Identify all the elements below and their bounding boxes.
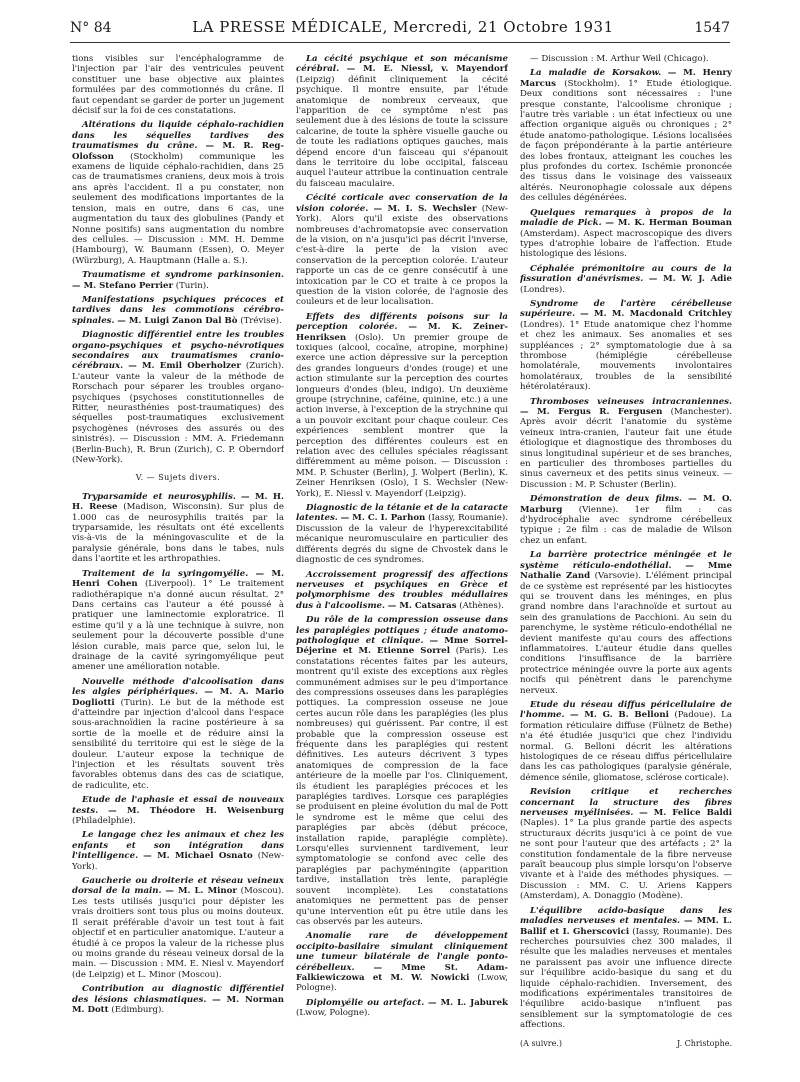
- page-header: [70, 18, 730, 40]
- header-rule: [70, 42, 730, 43]
- abstract-author: — M. R. Reg-Olofsson: [72, 141, 284, 162]
- abstract-title: Manifestations psychiques précoces et tardives dans les commotions cérébro-spinales.: [72, 294, 284, 326]
- abstract-author: — M. M. Macdonald Critchley: [580, 309, 732, 320]
- abstract-paragraph: [520, 787, 732, 901]
- abstract-text: (Varsovie). L'élément principal de ce système est représenté par les histiocytes qui se trouvent dans les méninges, en plus grand nombre dans l'arachnoïde et surtout au sein des granulations de Pacchioni. Au sein du parenchyme, le système réticulo-endothélial ne devient manifeste qu'au cours des affections inflammatoires. L'auteur étudie dans quelles conditions l'insuffisance de la barrière protectrice méningée ouvre la porte aux agents nocifs qui pénètrent dans le parenchyme nerveux.: [520, 571, 732, 696]
- abstract-paragraph: [72, 569, 284, 673]
- abstract-title: Nouvelle méthode d'alcoolisation dans les algies périphériques.: [72, 676, 284, 698]
- abstract-text: (Iassy, Roumanie). Des recherches poursuivies chez 300 malades, il résulte que les maladies nerveuses et mentales ne paraissent pas avoir une influence directe sur l'équilibre acido-basique du sang et du liquide céphalo-rachidien. Inversement, des modifications expérimentales transitoires de l'équilibre acido-basique n'influent pas sensiblement sur la symptomatologie de ces affections.: [520, 926, 732, 1031]
- abstract-paragraph: [72, 795, 284, 826]
- abstract-text: (Londres). 1° Etude anatomique chez l'homme et chez les animaux. Ses anomalies et ses suppléances ; 2° symptomatologie due à sa thrombose (hémiplégie cérébelleuse homolatérale, mouvements involontaires homolatéraux, troubles de la sensibilité hétérolatéraux).: [520, 319, 732, 393]
- abstract-title: Diplomyélie ou artefact.: [306, 997, 425, 1008]
- abstract-text: (New-York). Alors qu'il existe des observations nombreuses d'achromatopsie avec conservation de la vision, on n'a jusqu'ici pas décrit l'inverse, c'est-à-dire la perte de la vision avec conservation de la perception colorée. L'auteur rapporte un cas de ce genre consécutif à une intoxication par le CO et traite à ce propos la question de la vision colorée, de l'agnosie des couleurs et de leur localisation.: [296, 203, 508, 308]
- abstract-text: (Edimburg).: [108, 1004, 165, 1015]
- to-be-continued: (A suivre.): [520, 1038, 562, 1048]
- abstract-title: Contribution au diagnostic différentiel des lésions chiasmatiques.: [72, 984, 284, 1005]
- abstract-author: — M. O. Marburg: [520, 494, 732, 515]
- abstract-author: — M. Norman M. Dott: [72, 994, 284, 1015]
- abstract-title: Traitement de la syringomyélie.: [82, 568, 249, 579]
- abstract-text: (Lwow, Pologne).: [296, 972, 508, 994]
- column-2: [296, 54, 508, 1064]
- abstract-paragraph: [72, 876, 284, 980]
- abstract-author: — M. Emil Oberholzer: [128, 361, 241, 372]
- abstract-title: Cécité corticale avec conservation de la vision colorée.: [296, 193, 508, 214]
- abstract-author: — Mme Nathalie Zand: [520, 560, 732, 582]
- abstract-paragraph: [296, 54, 508, 189]
- abstract-paragraph: [520, 208, 732, 260]
- section-heading: V. — Sujets divers.: [135, 473, 221, 483]
- abstract-text: (Philadelphie).: [72, 816, 136, 827]
- abstract-text: (Vienne). 1er film : cas d'hydrocéphalie avec syndrome cérébelleux typique ; 2e film : cas de maladie de Wilson chez un enfant.: [520, 504, 732, 546]
- abstract-text: (Stockholm) communique les examens de liquide céphalo-rachidien, dans 25 cas de traumatismes craniens, deux mois à trois ans après l'accident. Il a pu constater, non seulement des modifications importantes de la tension, mais en outre, dans 6 cas, une augmentation du taux des globulines (Pandy et Nonne positifs) sans augmentation du nombre des cellules. — Discussion : MM. H. Demme (Hambourg), W. Baumann (Essen), O. Meyer (Würzburg), A. Hauptmann (Halle a. S.).: [72, 151, 284, 266]
- abstract-title: L'équilibre acido-basique dans les maladies nerveuses et mentales.: [520, 905, 732, 927]
- abstract-paragraph: [72, 830, 284, 872]
- abstract-text: (Oslo). Un premier groupe de toxiques (alcool, cocaïne, atropine, morphine) exerce une action dépressive sur la perception des grandes longueurs d'ondes (rouge) et une action stimulante sur la perception des courtes longueurs d'ondes (bleu, indigo). Un deuxième groupe (strychnine, caféine, quinine, etc.) a une action inverse, à l'exception de la strychnine qui a un pouvoir excitant pour chaque couleur. Ces expériences semblent montrer que la perception des différentes couleurs est en relation avec des cellules spéciales réagissant différemment au même poison. — Discussion : MM. P. Schuster (Berlin), J. Wolpert (Berlin), K. Zeiner Henriksen (Oslo), I S. Wechsler (New-York), E. Niessl v. Mayendorf (Leipzig).: [296, 332, 508, 499]
- abstract-author: — M. Luigi Zanon Dal Bò: [117, 315, 238, 326]
- abstract-author: — M. E. Niessl, v. Mayendorf: [346, 64, 508, 75]
- abstract-title: Accroissement progressif des affections nerveuses et psychiques en Grèce et polymorphisme des troubles médullaires dus à l'alcoolisme.: [296, 569, 508, 611]
- abstract-paragraph: [296, 998, 508, 1019]
- abstract-paragraph: [72, 492, 284, 565]
- abstract-text: (Zurich). L'auteur vante la valeur de la méthode de Rorschach pour séparer les troubles organo-psychiques (psychoses constitutionnelles de Ritter, neurasthénies post-traumatiques) des séquelles post-traumatiques exclusivement psychogènes (névroses des assurés ou des sinistrés). — Discussion : MM. A. Friedemann (Berlin-Buch), R. Brun (Zurich), C. P. Oberndorf (New-York).: [72, 361, 284, 466]
- abstract-title: La cécité psychique et son mécanisme cérébral.: [296, 54, 508, 75]
- abstract-author: — M. Henri Cohen: [72, 568, 284, 590]
- abstract-author: — M. Stefano Perrier: [72, 280, 173, 291]
- abstract-paragraph: [72, 295, 284, 326]
- abstract-paragraph: [520, 494, 732, 546]
- abstract-paragraph: [520, 299, 732, 393]
- abstract-author: — M. K. Zeiner-Henriksen: [296, 322, 508, 343]
- abstract-author: — M. Fergus R. Fergusen: [520, 407, 663, 417]
- abstract-author: — M. Felice Baldi: [639, 808, 732, 819]
- abstract-title: Revision critique et recherches concernant la structure des fibres nerveuses myélinisées.: [520, 787, 732, 819]
- abstract-title: Traumatisme et syndrome parkinsonien.: [82, 270, 284, 281]
- abstract-author: — M. H. H. Reese: [72, 491, 284, 513]
- abstract-title: Syndrome de l'artère cérébelleuse supérieure.: [520, 298, 732, 320]
- abstract-text: (Liverpool). 1° Le traitement radiothérapique n'a donné aucun résultat. 2° Dans certains cas l'auteur a été poussé à pratiquer une laminectomie exploratrice. Il estime qu'il y a là une technique à suivre, non seulement pour la découverte possible d'une lésion curable, mais parce que, selon lui, le drainage de la cavité syringomyélique peut amener une amélioration notable.: [72, 579, 284, 673]
- abstract-text: (Amsterdam). Aspect macroscopique des divers types d'atrophie lobaire de l'affection. Etude histologique des lésions.: [520, 228, 732, 260]
- abstract-paragraph: [72, 677, 284, 791]
- abstract-text: (Paris). Les constatations récentes faites par les auteurs, montrent qu'il existe des exceptions aux règles communément admises sur le peu d'importance des compressions osseuses dans les paraplégies pottiques. La compression osseuse ne joue certes aucun rôle dans les paraplégies (les plus nombreuses) qui guérissent. Par contre, il est probable que la compression osseuse est fréquente dans les paraplégies qui restent définitives. Les auteurs décrivent 3 types anatomiques de compression de la face antérieure de la moelle par l'os. Cliniquement, ils étudient les paraplégies précoces et les paraplégies tardives. Lorsque ces paraplégies se produisent en pleine évolution du mal de Pott le syndrome est le même que celui des paraplégies par abcès (début précoce, installation rapide, paraplégie complète). Lorsqu'elles surviennent tardivement, leur symptomatologie se confond avec celle des paraplégies par pachyméningite (apparition tardive, installation très lente, paraplégie souvent incomplète). Les constatations anatomiques ne permettent pas de penser qu'une intervention eût pu être utile dans les cas observés par les auteurs.: [296, 646, 508, 927]
- abstract-text: (Londres).: [520, 284, 565, 295]
- abstract-text: (Trévise).: [237, 315, 282, 326]
- abstract-paragraph: [296, 193, 508, 307]
- abstract-author: — M. Henry Marcus: [520, 68, 732, 89]
- abstract-text: (Manchester). Après avoir décrit l'anatomie du système veineux intra-cranien, l'auteur fait une étude étiologique et diagnostique des thromboses du sinus longitudinal supérieur et de ses branches, en particulier des thromboses partielles du sinus caverneux et des petits sinus veineux. — Discussion : M. P. Schuster (Berlin).: [520, 407, 732, 490]
- abstract-text: tions visibles sur l'encéphalogramme de l'injection par l'air des ventricules peuvent constituer une base objective aux plaintes formulées par des commotionnés du crâne. Il faut cependant se garder de porter un jugement décisif sur la foi de ces constatations.: [72, 54, 284, 117]
- abstract-text: (Padoue). La formation réticulaire diffuse (Fülnetz de Bethe) n'a été étudiée jusqu'ici que chez l'individu normal. G. Belloni décrit les altérations histologiques de ce réseau diffus péricellulaire dans les cas pathologiques (paralysie générale, démence sénile, gliomatose, sclérose corticale).: [520, 710, 732, 783]
- abstract-title: Etude du réseau diffus péricellulaire de l'homme.: [520, 699, 732, 721]
- signature: J. Christophe.: [676, 1038, 732, 1048]
- abstract-author: — M. G. B. Belloni: [570, 710, 669, 721]
- abstract-title: Diagnostic de la tétanie et de la cataracte latentes.: [296, 503, 508, 524]
- abstract-paragraph: [72, 984, 284, 1015]
- abstract-author: — M. L. Minor: [165, 886, 237, 897]
- abstract-author: — Mme Sorrel-Déjerine et M. Etienne Sorrel: [296, 635, 508, 657]
- abstract-author: — MM. L. Ballif et I. Gherscovici: [520, 916, 732, 937]
- abstract-title: Altérations du liquide céphalo-rachidien dans les séquelles tardives des traumatismes du crâne.: [72, 120, 284, 152]
- abstract-paragraph: [296, 312, 508, 499]
- abstract-text: (Iassy, Roumanie). Discussion de la valeur de l'hyperexcitabilité mécanique neuromusculaire en particulier des différents degrés du signe de Chvostek dans le diagnostic de ces syndromes.: [296, 513, 508, 566]
- abstract-paragraph: [520, 68, 732, 203]
- abstract-title: Du rôle de la compression osseuse dans les paraplégies pottiques ; étude anatomo-pathologique et clinique.: [296, 615, 508, 646]
- abstract-text: (Stockholm). 1° Etude étiologique. Deux conditions sont nécessaires : l'une presque constante, l'alcoolisme chronique ; l'autre très variable : un état infectieux ou une affection organique aiguës ou chroniques ; 2° étude anatomo-pathologique. Lésions localisées de façon prépondérante à la partie antérieure des lobes frontaux, atteignant les couches les plus profondes du cortex. Ischémie prononcée des tissus dans le voisinage des vaisseaux altérés. Neuronophagie colossale aux dépens des cellules dégénérées.: [520, 78, 732, 204]
- abstract-paragraph: [520, 54, 732, 64]
- abstract-paragraph: [72, 120, 284, 266]
- abstract-paragraph: [72, 330, 284, 465]
- abstract-title: Le langage chez les animaux et chez les enfants et son intégration dans l'intelligence.: [72, 830, 284, 862]
- abstract-title: Gaucherie ou droiterie et réseau veineux dorsal de la main.: [72, 876, 284, 897]
- abstract-paragraph: [520, 700, 732, 783]
- footer-signature-row: [520, 1039, 732, 1049]
- abstract-paragraph: [520, 397, 732, 491]
- abstract-paragraph: [72, 54, 284, 116]
- abstract-title: Quelques remarques à propos de la maladie de Pick.: [520, 207, 732, 229]
- abstract-author: — M. W. J. Adie: [648, 274, 732, 285]
- abstract-paragraph: [520, 906, 732, 1031]
- abstract-author: — M. C. I. Parhon: [340, 513, 426, 524]
- abstract-title: La maladie de Korsakow.: [530, 68, 662, 79]
- abstract-author: — M. Théodore H. Weisenburg: [108, 805, 284, 816]
- abstract-title: Effets des différents poisons sur la perception colorée.: [296, 311, 508, 333]
- page-number: 1547: [694, 20, 730, 36]
- abstract-text: (Turin).: [172, 280, 209, 291]
- abstract-title: Céphalée prémonitoire au cours de la fissuration d'anévrismes.: [520, 263, 732, 285]
- abstract-text: (Naples). 1° La plus grande partie des aspects structuraux décrits jusqu'ici à ce point de vue ne sont pour l'auteur que des artéfacts ; 2° la constitution fondamentale de la fibre nerveuse paraît beaucoup plus simple lorsqu'on l'observe vivante et à l'aide des méthodes physiques. — Discussion : MM. C. U. Ariens Kappers (Amsterdam), A. Donaggio (Modène).: [520, 818, 732, 902]
- abstract-title: Etude de l'aphasie et essai de nouveaux tests.: [72, 795, 284, 816]
- journal-title: LA PRESSE MÉDICALE, Mercredi, 21 Octobre 1931: [192, 18, 614, 36]
- abstract-title: Tryparsamide et neurosyphilis.: [82, 491, 236, 502]
- abstract-title: Anomalie rare de développement occipito-basilaire simulant cliniquement une tumeur bilatérale de l'angle ponto-cérébelleux.: [296, 931, 508, 973]
- abstract-title: Thromboses veineuses intracraniennes.: [530, 396, 732, 407]
- abstract-text: (Moscou). Les tests utilisés jusqu'ici pour dépister les vrais droitiers sont tous plus ou moins douteux. Il serait préférable d'avoir un test tout à fait objectif et en particulier anatomique. L'auteur a étudié à ce propos la valeur de la richesse plus ou moins grande du réseau veineux dorsal de la main. — Discussion : MM. E. Niesl v. Mayendorf (de Leipzig) et L. Minor (Moscou).: [72, 886, 284, 980]
- abstract-text: (Leipzig) définit cliniquement la cécité psychique. Il montre ensuite, par l'étude anatomique de nombreux cerveaux, que l'apparition de ce symptôme n'est pas seulement due à des lésions de toute la scissure calcarine, de toute la sphère visuelle gauche ou de toute les radiations optiques gauches, mais dépend encore d'un faisceau qui s'épanouit dans le territoire du lobe occipital, faisceau auquel l'auteur attribue la continuation centrale du faisceau maculaire.: [296, 74, 508, 189]
- abstract-paragraph: [296, 931, 508, 993]
- abstract-author: — M. K. Herman Bouman: [605, 218, 732, 229]
- abstract-title: Démonstration de deux films.: [530, 494, 683, 505]
- abstract-paragraph: [296, 570, 508, 612]
- abstract-text: (Turin). Le but de la méthode est d'atteindre par injection d'alcool dans l'espace sous-arachnoïdien la racine postérieure à sa sortie de la moelle et de réduire ainsi la sensibilité du territoire qui est le siège de la douleur. L'auteur expose la technique de l'injection et les résultats souvent très favorables obtenus dans des cas de sciatique, de radiculite, etc.: [72, 697, 284, 791]
- abstract-paragraph: [296, 615, 508, 927]
- abstract-author: — M. I. S. Wechsler: [373, 203, 477, 214]
- article-columns: [72, 54, 732, 1064]
- abstract-author: — Mme St. Adam-Falkiewiczowa et M. W. Nowicki: [296, 962, 508, 983]
- abstract-title: La barrière protectrice méningée et le système réticulo-endothélial.: [520, 550, 732, 571]
- column-1: [72, 54, 284, 1064]
- abstract-text: (New-York).: [72, 851, 284, 872]
- abstract-paragraph: [520, 264, 732, 295]
- abstract-author: — M. Catsaras: [387, 600, 457, 611]
- issue-number: N° 84: [70, 20, 112, 36]
- abstract-paragraph: [296, 503, 508, 565]
- abstract-title: Diagnostic différentiel entre les troubles organo-psychiques et psycho-névrotiques secondaires aux traumatismes cranio-cérébraux.: [72, 330, 284, 372]
- abstract-author: — M. A. Mario Dogliotti: [72, 687, 284, 708]
- column-3: [520, 54, 732, 1064]
- abstract-text: (Madison, Wisconsin). Sur plus de 1.000 cas de neurosyphilis traités par la tryparsamide, les résultats ont été excellents vis-à-vis de la méningovasculite et de la paralysie générale, bons dans le tabes, nuls dans l'aortite et les arthropathies.: [72, 502, 284, 565]
- abstract-author: — M. Michael Osnato: [143, 851, 253, 862]
- abstract-author: — M. L. Jaburek: [428, 997, 508, 1008]
- abstract-text: — Discussion : M. Arthur Weil (Chicago).: [530, 54, 709, 64]
- abstract-text: (Athènes).: [456, 600, 504, 611]
- abstract-paragraph: [72, 270, 284, 291]
- abstract-paragraph: [520, 550, 732, 696]
- abstract-text: (Lwow, Pologne).: [296, 1008, 371, 1019]
